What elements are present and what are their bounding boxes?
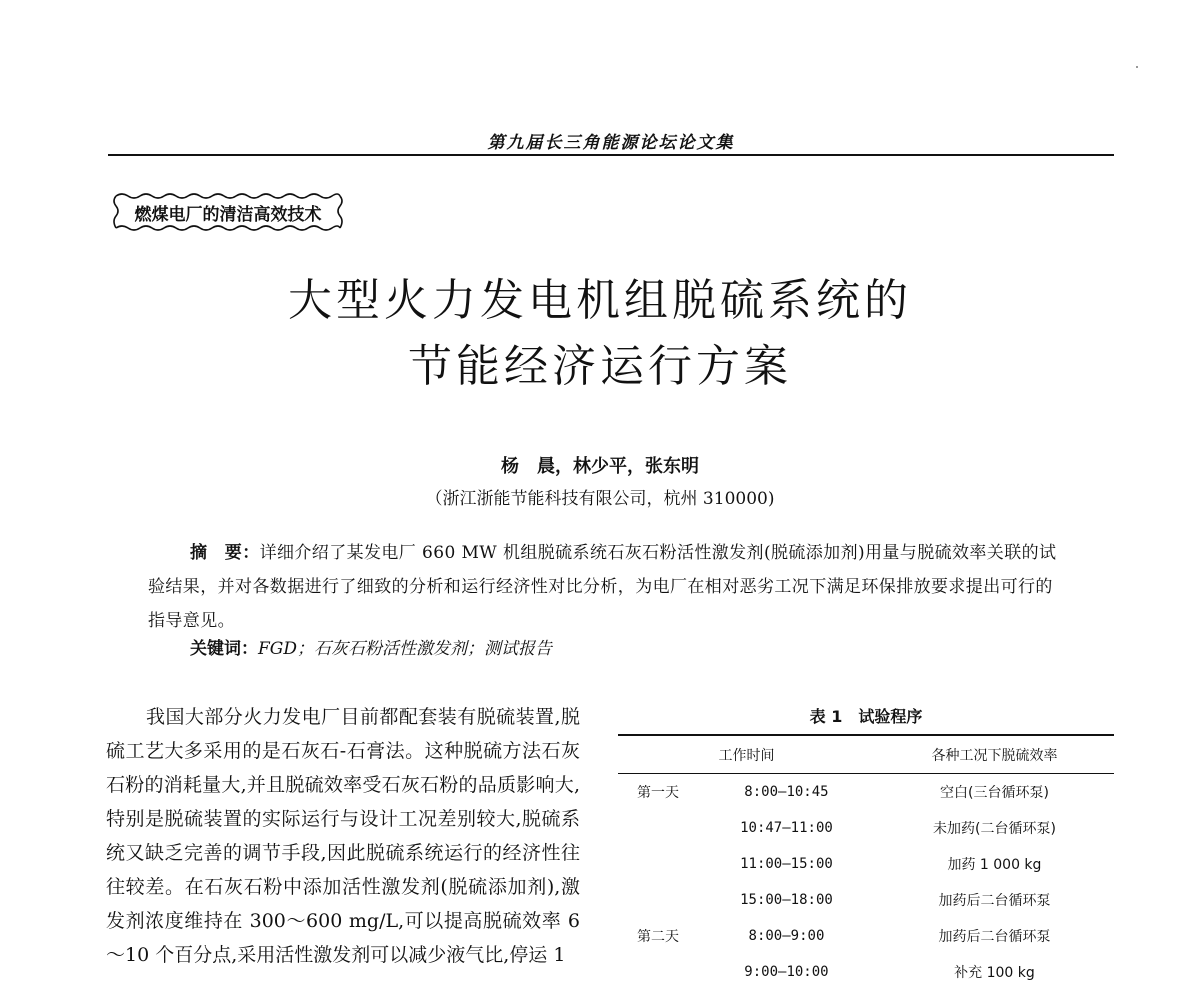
abstract-text: 详细介绍了某发电厂 660 MW 机组脱硫系统石灰石粉活性激发剂(脱硫添加剂)用量与脱硫效率关联的试验结果，并对各数据进行了细致的分析和运行经济性对比分析，为电厂在相对恶劣工况下满足环保排放要求提出可行的指导意见。 — [148, 543, 1057, 631]
table-cell-condition: 加药后二台循环泵 — [938, 929, 1051, 945]
table-cell-time: 9:00—10:00 — [744, 964, 829, 980]
table-cell-time: 10:47—11:00 — [740, 820, 833, 836]
table-caption: 表 1 试验程序 — [809, 707, 923, 726]
table-cell-time: 15:00—18:00 — [740, 892, 833, 908]
paper-title-line-2: 节能经济运行方案 — [408, 341, 792, 392]
table-cell-day: 第二天 — [637, 929, 679, 945]
table-cell-time: 8:00—9:00 — [748, 928, 825, 944]
section-badge-label: 燃煤电厂的清洁高效技术 — [134, 204, 322, 225]
body-paragraph: 我国大部分火力发电厂目前都配套装有脱硫装置,脱硫工艺大多采用的是石灰石-石膏法。这种脱硫方法石灰石粉的消耗量大,并且脱硫效率受石灰石粉的品质影响大,特别是脱硫装置的实际运行与设计工况差别较大,脱硫系统又缺乏完善的调节手段,因此脱硫系统运行的经济性往往较差。在石灰石粉中添加活性激发剂(脱硫添加剂),激发剂浓度维持在 300～600 mg/L,可以提高脱硫效率 6～10 个百分点,采用活性激发剂可以减少液气比,停运 1 — [106, 706, 580, 966]
paper-title-line-1: 大型火力发电机组脱硫系统的 — [288, 275, 912, 326]
table-header-efficiency: 各种工况下脱硫效率 — [931, 748, 1058, 764]
abstract — [148, 536, 1060, 638]
trial-schedule-table — [618, 736, 1114, 990]
table-cell-condition: 未加药(二台循环泵) — [932, 821, 1056, 837]
table-cell-condition: 空白(三台循环泵) — [939, 785, 1049, 801]
table-cell-day — [618, 882, 698, 918]
running-head: 第九届长三角能源论坛论文集 — [487, 133, 735, 153]
table-row — [618, 882, 1114, 918]
table-row — [618, 918, 1114, 954]
table-cell-day — [618, 810, 698, 846]
table-cell-day: 第一天 — [637, 785, 679, 801]
affiliation: （浙江浙能节能科技有限公司，杭州 310000) — [425, 489, 775, 509]
table-cell-condition: 加药 1 000 kg — [947, 857, 1042, 873]
table-cell-condition: 加药后二台循环泵 — [938, 893, 1051, 909]
scan-speck — [1136, 66, 1138, 68]
body-text-column — [106, 700, 580, 972]
table-row — [618, 774, 1114, 810]
table-cell-time: 8:00—10:45 — [744, 784, 829, 800]
header-rule — [108, 154, 1114, 156]
table-cell-time: 11:00—15:00 — [740, 856, 833, 872]
abstract-label: 摘 要： — [190, 543, 260, 563]
section-badge — [110, 190, 346, 234]
table-cell-day — [618, 846, 698, 882]
table-header-time: 工作时间 — [718, 748, 775, 764]
table-row — [618, 954, 1114, 990]
keywords — [190, 634, 552, 659]
table-row — [618, 810, 1114, 846]
table-cell-day — [618, 954, 698, 990]
authors: 杨 晨，林少平，张东明 — [501, 456, 699, 477]
table-cell-condition: 补充 100 kg — [954, 965, 1035, 981]
keywords-label: 关键词： — [190, 639, 258, 659]
keywords-list: FGD；石灰石粉活性激发剂；测试报告 — [258, 639, 553, 659]
table-header-row — [618, 736, 1114, 774]
table-row — [618, 846, 1114, 882]
